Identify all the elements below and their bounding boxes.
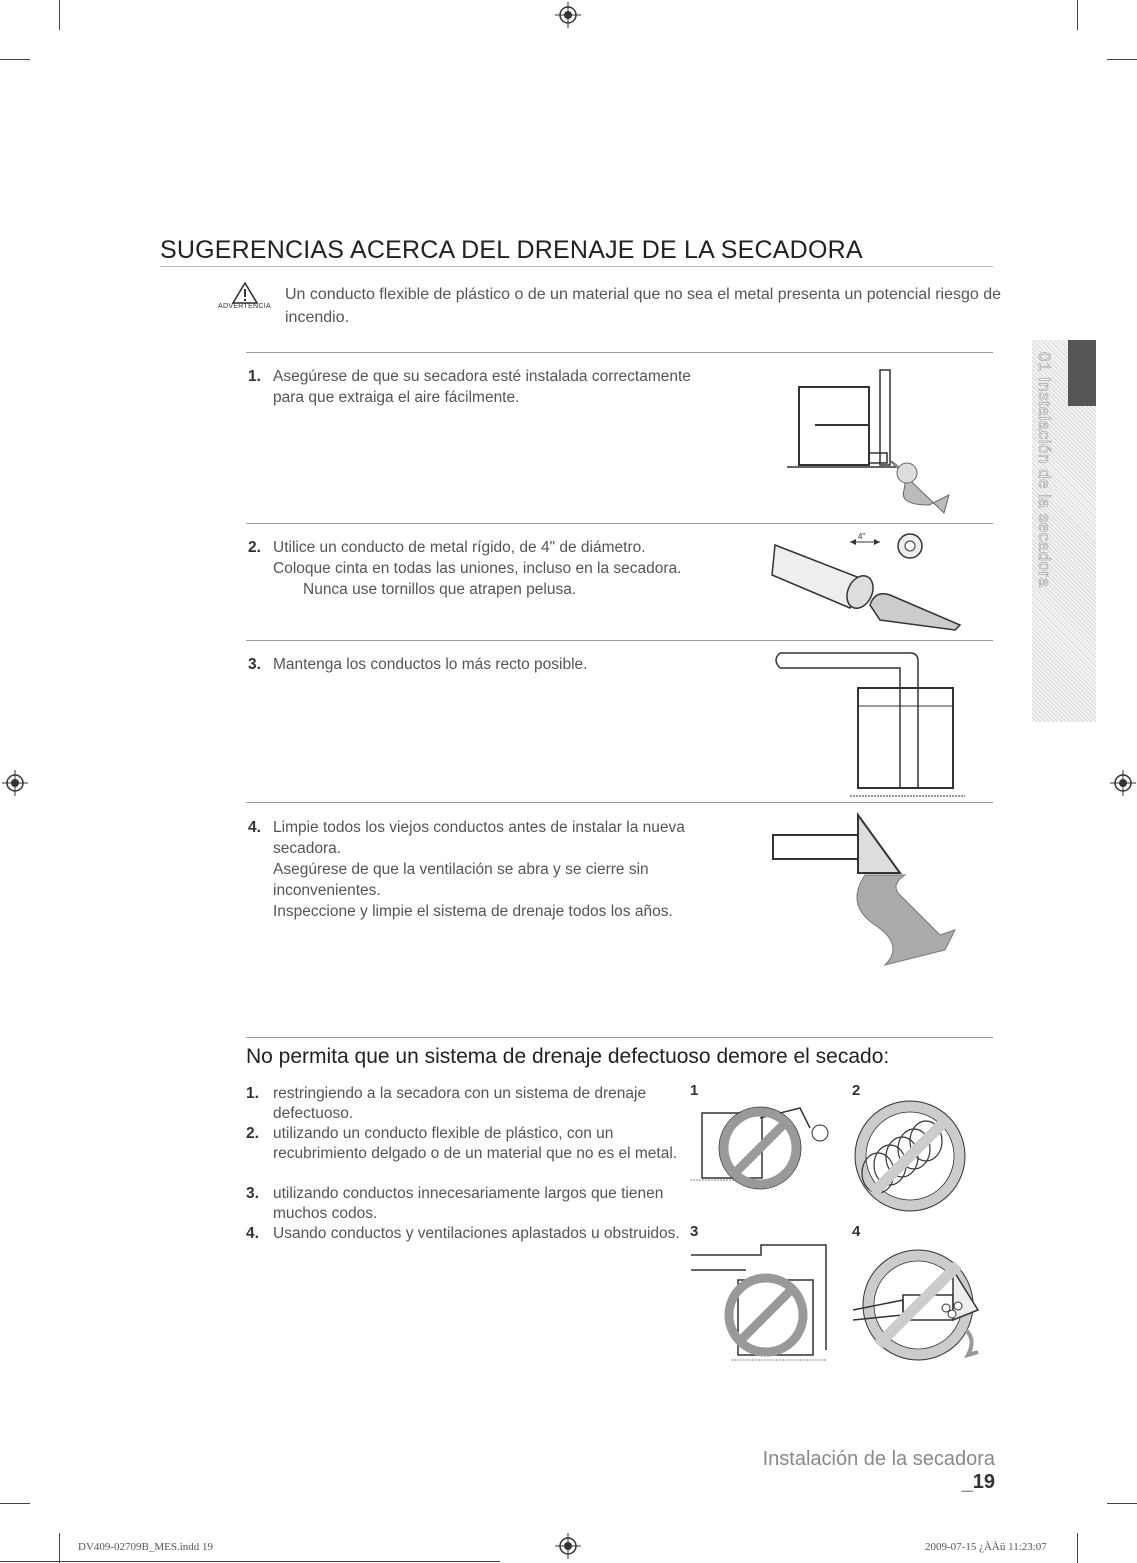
registration-mark-icon (555, 2, 581, 28)
registration-mark-icon (555, 1533, 581, 1559)
chapter-side-tab-accent (1068, 340, 1096, 406)
list-item-text: restringiendo a la secadora con un sistema de drenaje defectuoso. (273, 1085, 647, 1122)
step-line: para que extraiga el aire fácilmente. (273, 389, 520, 406)
step-line: inconvenientes. (273, 882, 381, 899)
figure-label: 1 (690, 1082, 699, 1099)
registration-mark-icon (2, 770, 28, 796)
crop-mark-top-right-vertical (1077, 0, 1078, 30)
crop-mark-bottom-left-vertical (59, 1533, 60, 1563)
chapter-side-tab-label: 01 Instalación de la secadora (1035, 352, 1054, 588)
divider (246, 523, 993, 524)
list-item-number: 1. (246, 1085, 259, 1102)
step-line: Asegúrese de que su secadora esté instalada correctamente (273, 368, 691, 385)
prohibited-flexible-duct-figure (848, 1098, 978, 1218)
list-item-number: 3. (246, 1185, 259, 1202)
warning-text: Un conducto flexible de plástico o de un material que no sea el metal presenta un potencial riesgo de incendio. (285, 286, 1002, 326)
figure-label: 3 (690, 1223, 699, 1240)
step-line: Limpie todos los viejos conductos antes de instalar la nueva (273, 819, 685, 836)
step-number: 3. (248, 656, 261, 673)
page-title: SUGERENCIAS ACERCA DEL DRENAJE DE LA SECADORA (160, 236, 863, 264)
crop-mark-bottom-right-horizontal (1107, 1503, 1137, 1504)
print-slug-left: DV409-02709B_MES.indd 19 (78, 1541, 214, 1553)
list-item-text: utilizando un conducto flexible de plástico, con un recubrimiento delgado o de un material que no es el metal. (273, 1125, 678, 1162)
divider (246, 352, 993, 353)
problem-list (246, 1084, 683, 1264)
prohibited-restricted-dryer-figure (690, 1098, 840, 1193)
list-item (246, 1224, 683, 1264)
list-item (246, 1124, 683, 1184)
figure-label: 2 (852, 1082, 861, 1099)
duct-diameter-label: 4" (858, 532, 866, 541)
page-number: 19 (972, 1471, 995, 1493)
step-3 (248, 654, 753, 675)
step-number: 2. (248, 539, 261, 556)
step-number: 1. (248, 368, 261, 385)
crop-mark-top-left-horizontal (0, 59, 30, 60)
divider (246, 1037, 993, 1038)
list-item-number: 4. (246, 1225, 259, 1242)
metal-duct-diagram (770, 530, 970, 630)
step-number: 4. (248, 819, 261, 836)
crop-mark-bottom-left-horizontal (0, 1503, 30, 1504)
crop-mark-bottom-right-vertical (1077, 1533, 1078, 1563)
step-line: Asegúrese de que la ventilación se abra y se cierre sin (273, 861, 649, 878)
registration-mark-icon (1110, 770, 1136, 796)
list-item (246, 1084, 683, 1124)
divider (246, 640, 993, 641)
step-line: Coloque cinta en todas las uniones, incluso en la secadora. (273, 560, 682, 577)
step-line: Inspeccione y limpie el sistema de drenaje todos los años. (273, 903, 673, 920)
footer-section-title: Instalación de la secadora _ (762, 1448, 995, 1493)
divider (246, 802, 993, 803)
crop-mark-top-right-horizontal (1107, 59, 1137, 60)
crop-mark-top-left-vertical (59, 0, 60, 30)
step-2 (248, 537, 753, 600)
list-item-text: utilizando conductos innecesariamente largos que tienen muchos codos. (273, 1185, 664, 1222)
step-line: Nunca use tornillos que atrapen pelusa. (303, 581, 577, 598)
subsection-title: No permita que un sistema de drenaje defectuoso demore el secado: (246, 1045, 890, 1068)
warning-label: ADVERTENCIA (218, 303, 271, 310)
print-slug-right: 2009-07-15 ¿ÀÀü 11:23:07 (925, 1541, 1047, 1553)
list-item-text: Usando conductos y ventilaciones aplastados u obstruidos. (273, 1225, 680, 1242)
vent-airflow-diagram (770, 815, 970, 990)
step-line: secadora. (273, 840, 342, 857)
page-footer (750, 1448, 995, 1494)
dryer-installation-diagram (785, 365, 965, 515)
list-item-number: 2. (246, 1125, 259, 1142)
prohibited-crushed-duct-figure (848, 1240, 998, 1365)
figure-label: 4 (852, 1223, 861, 1240)
bottom-trim-line (0, 1561, 500, 1562)
title-underline (160, 266, 993, 267)
prohibited-long-duct-figure (686, 1240, 836, 1365)
step-4 (248, 817, 753, 922)
warning-triangle-icon (232, 282, 258, 304)
step-line: Utilice un conducto de metal rígido, de 4" de diámetro. (273, 539, 646, 556)
straight-duct-diagram (770, 648, 970, 800)
step-1 (248, 366, 753, 408)
step-line: Mantenga los conductos lo más recto posible. (273, 656, 588, 673)
list-item (246, 1184, 683, 1224)
